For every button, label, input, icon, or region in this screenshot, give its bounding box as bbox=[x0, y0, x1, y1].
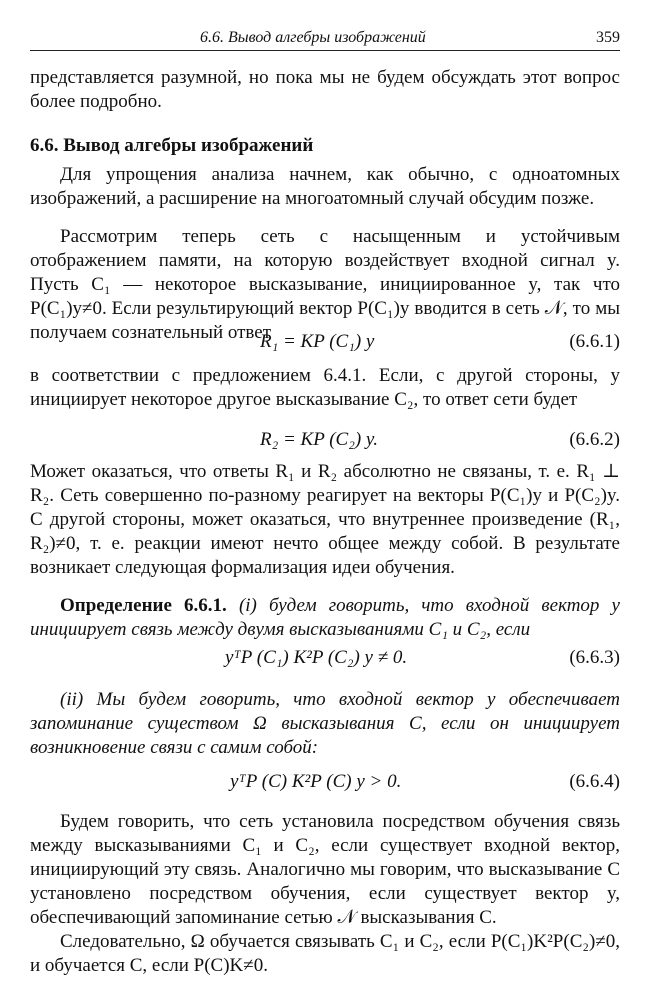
definition-label: Определение 6.6.1. bbox=[60, 595, 227, 616]
paragraph-text: Может оказаться, что ответы R₁ и R₂ абсолютно не связаны, т. е. R₁ ⊥ R₂. Сеть совершенно по-разному реагирует на векторы P(C₁)y и P(C₂)y. С другой стороны, может оказаться, что внутреннее произведение (R₁, R₂)≠0, т. е. реакции имеют нечто общее между собой. В результате возникает следующая формализация идеи обучения. bbox=[30, 461, 620, 578]
header-section-title: 6.6. Вывод алгебры изображений bbox=[200, 29, 426, 46]
paragraph-proposition bbox=[30, 364, 620, 412]
equation-formula: R₂ = KP (C₂) y. bbox=[260, 429, 379, 450]
equation-formula: yᵀP (C) K²P (C) y > 0. bbox=[230, 771, 402, 792]
paragraph-intro bbox=[30, 163, 620, 211]
page-number: 359 bbox=[596, 29, 620, 46]
running-header bbox=[30, 28, 620, 51]
paragraph-text: Рассмотрим теперь сеть с насыщенным и устойчивым отображением памяти, на которую воздействует входной сигнал y. Пусть C₁ — некоторое высказывание, инициированное y, так что P(C₁)y≠0. Если результирующий вектор P(C₁)y вводится в сеть 𝒩, то мы получаем сознательный ответ bbox=[30, 226, 620, 343]
book-page bbox=[30, 0, 620, 1000]
equation-6-6-3 bbox=[30, 646, 620, 672]
equation-number: (6.6.3) bbox=[569, 647, 620, 668]
paragraph-network bbox=[30, 225, 620, 345]
paragraph-learning bbox=[30, 810, 620, 930]
paragraph-text: Будем говорить, что сеть установила посредством обучения связь между высказываниями C₁ и C₂, если существует входной вектор, инициирующий эту связь. Аналогично мы говорим, что высказывание C установлено посредством обучения, если существует вектор y, обеспечивающий запоминание сетью 𝒩 высказывания C. bbox=[30, 811, 620, 928]
section-heading bbox=[30, 134, 620, 158]
paragraph-text: представляется разумной, но пока мы не будем обсуждать этот вопрос более подробно. bbox=[30, 67, 620, 112]
equation-number: (6.6.1) bbox=[569, 331, 620, 352]
paragraph-text: Для упрощения анализа начнем, как обычно, с одноатомных изображений, а расширение на многоатомный случай обсудим позже. bbox=[30, 164, 620, 209]
equation-formula: R₁ = KP (C₁) y bbox=[260, 331, 375, 352]
equation-6-6-4 bbox=[30, 770, 620, 796]
paragraph-continuation bbox=[30, 66, 620, 114]
paragraph-text: (ii) Мы будем говорить, что входной вектор y обеспечивает запоминание существом Ω высказывания C, если он инициирует возникновение связи с самим собой: bbox=[30, 689, 620, 758]
paragraph-text: в соответствии с предложением 6.4.1. Если, с другой стороны, y инициирует некоторое другое высказывание C₂, то ответ сети будет bbox=[30, 365, 620, 410]
equation-6-6-1 bbox=[30, 330, 620, 356]
paragraph-conclusion bbox=[30, 930, 620, 978]
definition-6-6-1 bbox=[30, 594, 620, 642]
definition-part-ii bbox=[30, 688, 620, 760]
section-heading-text: 6.6. Вывод алгебры изображений bbox=[30, 135, 314, 156]
equation-formula: yᵀP (C₁) K²P (C₂) y ≠ 0. bbox=[225, 647, 408, 668]
paragraph-text: Следовательно, Ω обучается связывать C₁ и C₂, если P(C₁)K²P(C₂)≠0, и обучается C, если P(C)K≠0. bbox=[30, 931, 620, 976]
equation-number: (6.6.4) bbox=[569, 771, 620, 792]
paragraph-responses bbox=[30, 460, 620, 580]
definition-text: (i) будем говорить, что входной вектор y инициирует связь между двумя высказываниями C₁ и C₂, если bbox=[30, 595, 620, 640]
equation-6-6-2 bbox=[30, 428, 620, 454]
equation-number: (6.6.2) bbox=[569, 429, 620, 450]
